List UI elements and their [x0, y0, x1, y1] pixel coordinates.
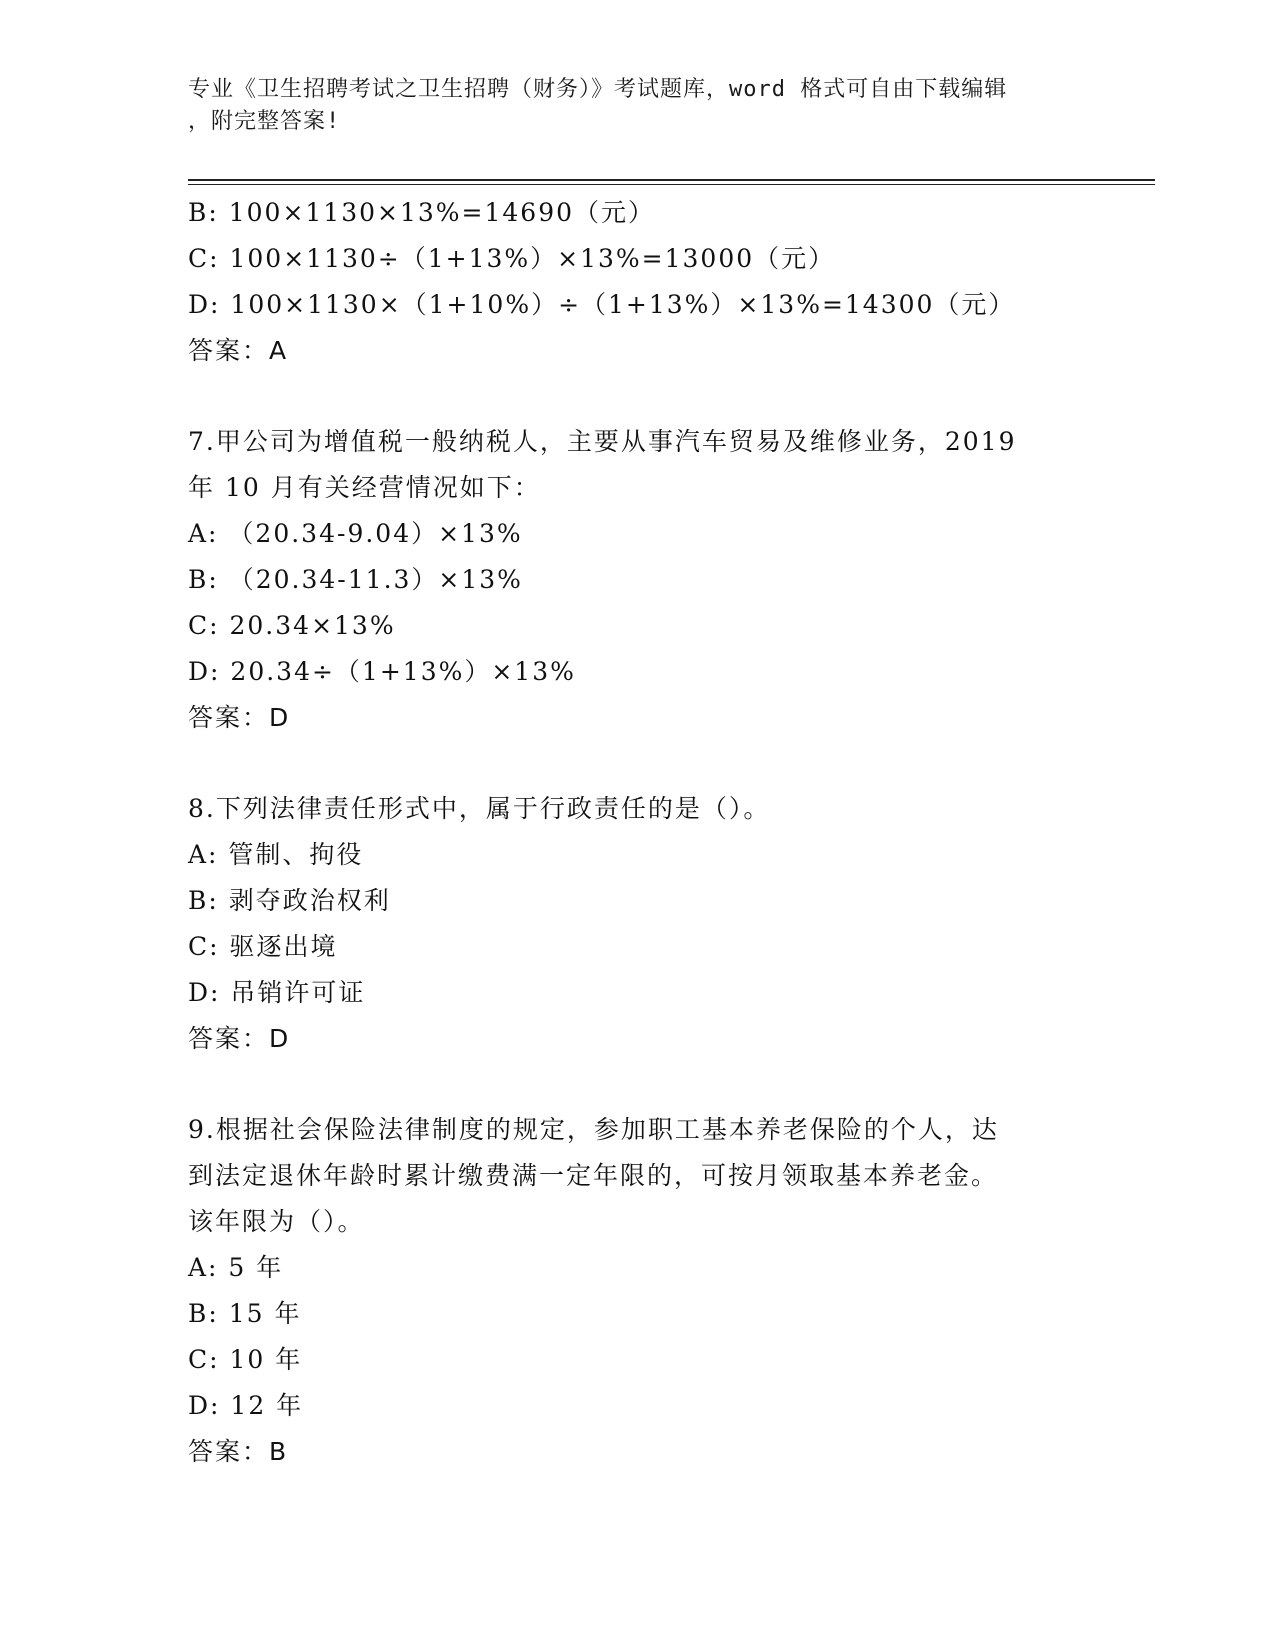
answer: 答案：D: [188, 703, 291, 732]
question-list: [188, 190, 1088, 1475]
option-c: C: 驱逐出境: [188, 932, 338, 961]
question-9: [188, 1107, 1088, 1475]
header-line-2: ，附完整答案!: [188, 109, 341, 134]
spacer: [188, 1062, 1088, 1107]
option-d: D: 20.34÷（1+13%）×13%: [188, 657, 576, 686]
option-d: D: 12 年: [188, 1391, 304, 1420]
question-stem: 7.甲公司为增值税一般纳税人，主要从事汽车贸易及维修业务，2019: [188, 427, 1017, 456]
header-rule-thick: [188, 179, 1155, 181]
spacer: [188, 374, 1088, 419]
question-stem: 到法定退休年龄时累计缴费满一定年限的，可按月领取基本养老金。: [188, 1161, 999, 1190]
option-a: A: （20.34-9.04）×13%: [188, 519, 523, 548]
spacer: [188, 741, 1088, 786]
option-d: D: 100×1130×（1+10%）÷（1+13%）×13%=14300（元）: [188, 290, 1016, 319]
header-rule-thin: [188, 184, 1155, 185]
option-b: B: 100×1130×13%=14690（元）: [188, 198, 656, 227]
answer: 答案：D: [188, 1024, 291, 1053]
option-a: A: 管制、拘役: [188, 840, 364, 869]
option-a: A: 5 年: [188, 1253, 284, 1282]
option-b: B: 15 年: [188, 1299, 302, 1328]
question-6: [188, 190, 1088, 374]
option-c: C: 20.34×13%: [188, 611, 396, 640]
answer: 答案：A: [188, 336, 289, 365]
option-c: C: 10 年: [188, 1345, 303, 1374]
option-b: B: （20.34-11.3）×13%: [188, 565, 523, 594]
option-c: C: 100×1130÷（1+13%）×13%=13000（元）: [188, 244, 836, 273]
answer: 答案：B: [188, 1437, 289, 1466]
question-8: [188, 786, 1088, 1062]
page-header: [188, 74, 1068, 138]
question-7: [188, 419, 1088, 741]
header-line-1: 专业《卫生招聘考试之卫生招聘（财务）》考试题库，word 格式可自由下载编辑: [188, 77, 1008, 102]
question-stem: 年 10 月有关经营情况如下：: [188, 473, 541, 502]
question-stem: 9.根据社会保险法律制度的规定，参加职工基本养老保险的个人，达: [188, 1115, 999, 1144]
option-d: D: 吊销许可证: [188, 978, 366, 1007]
question-stem: 该年限为（）。: [188, 1207, 365, 1236]
question-stem: 8.下列法律责任形式中，属于行政责任的是（）。: [188, 794, 771, 823]
option-b: B: 剥夺政治权利: [188, 886, 391, 915]
